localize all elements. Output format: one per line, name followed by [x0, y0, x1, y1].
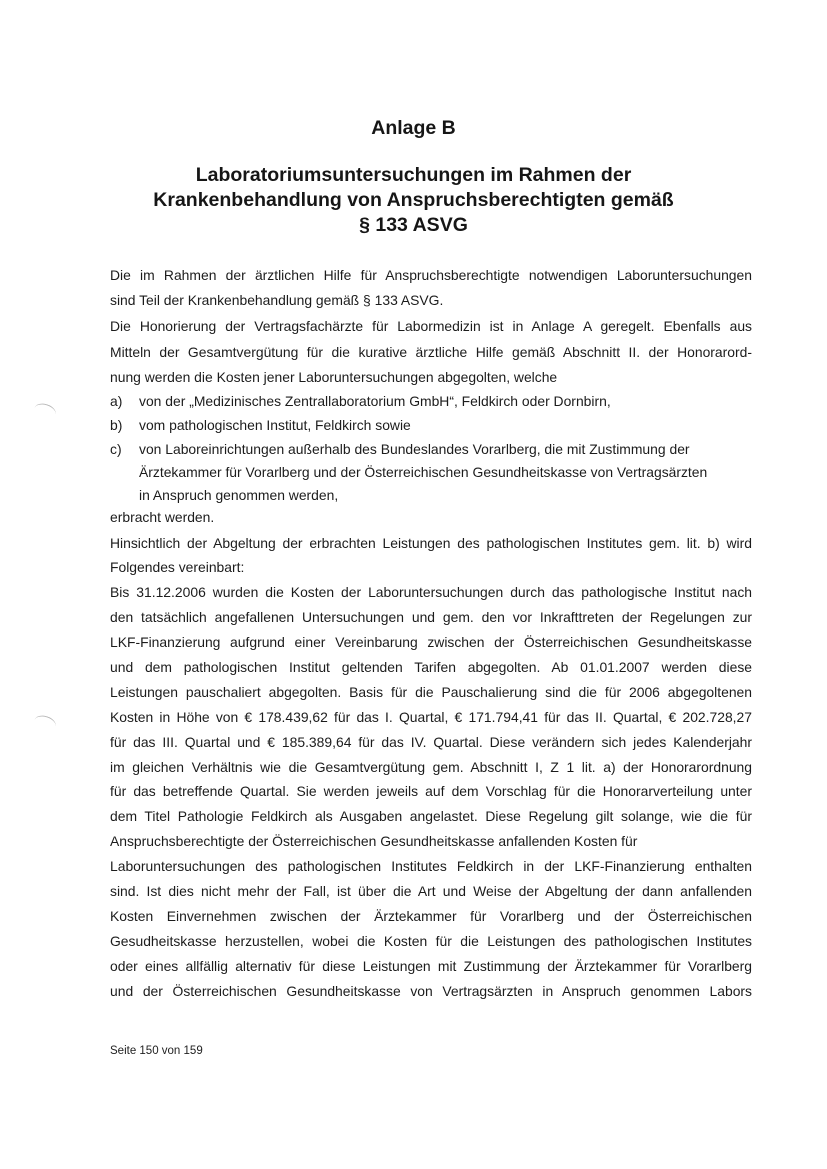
- text-line: Die Honorierung der Vertragsfachärzte für Labormedizin ist in Anlage A geregelt. Ebenfalls aus: [110, 318, 752, 334]
- list-marker: a): [110, 393, 123, 409]
- text-line: nung werden die Kosten jener Laboruntersuchungen abgegolten, welche: [110, 369, 558, 385]
- list-item-text: von Laboreinrichtungen außerhalb des Bundeslandes Vorarlberg, die mit Zustimmung der: [139, 441, 690, 457]
- text-line: Folgendes vereinbart:: [110, 559, 245, 575]
- list-item-text: von der „Medizinisches Zentrallaboratorium GmbH“, Feldkirch oder Dornbirn,: [139, 393, 611, 409]
- list-marker: b): [110, 417, 123, 433]
- text-line: im gleichen Verhältnis wie die Gesamtvergütung gem. Abschnitt I, Z 1 lit. a) der Honorarordnung: [110, 759, 752, 775]
- text-line: für das betreffende Quartal. Sie werden jeweils auf dem Vorschlag für die Honorarverteilung unter: [110, 783, 752, 799]
- document-title: § 133 ASVG: [359, 214, 468, 236]
- text-line: für das III. Quartal und € 185.389,64 für das IV. Quartal. Diese verändern sich jedes Kalenderjahr: [110, 734, 752, 750]
- document-title: Krankenbehandlung von Anspruchsberechtigten gemäß: [153, 189, 674, 211]
- list-item-text: Ärztekammer für Vorarlberg und der Österreichischen Gesundheitskasse von Vertragsärzten: [139, 464, 708, 480]
- text-line: Leistungen pauschaliert abgegolten. Basis für die Pauschalierung sind die für 2006 abgegoltenen: [110, 684, 752, 700]
- text-line: erbracht werden.: [110, 509, 215, 525]
- document-title: Laboratoriumsuntersuchungen im Rahmen der: [195, 164, 632, 186]
- page-number: Seite 150 von 159: [110, 1045, 203, 1057]
- text-line: Hinsichtlich der Abgeltung der erbrachten Leistungen des pathologischen Institutes gem. lit. b) wird: [110, 535, 752, 551]
- text-line: Kosten in Höhe von € 178.439,62 für das I. Quartal, € 171.794,41 für das II. Quartal, € 202.728,27: [110, 709, 752, 725]
- text-line: und dem pathologischen Institut geltenden Tarifen abgegolten. Ab 01.01.2007 werden diese: [110, 659, 752, 675]
- text-line: Bis 31.12.2006 wurden die Kosten der Laboruntersuchungen durch das pathologische Institut nach: [110, 584, 752, 600]
- text-line: Laboruntersuchungen des pathologischen Institutes Feldkirch in der LKF-Finanzierung enthalten: [110, 858, 752, 874]
- list-marker: c): [110, 441, 122, 457]
- text-line: Die im Rahmen der ärztlichen Hilfe für Anspruchsberechtigte notwendigen Laboruntersuchungen: [110, 267, 752, 283]
- list-item-text: in Anspruch genommen werden,: [139, 487, 339, 503]
- text-line: und der Österreichischen Gesundheitskasse von Vertragsärzten in Anspruch genommen Labors: [110, 983, 752, 999]
- text-line: LKF-Finanzierung aufgrund einer Vereinbarung zwischen der Österreichischen Gesundheitskasse: [110, 634, 752, 650]
- scan-mark: [32, 713, 58, 734]
- text-line: oder eines allfällig alternativ für diese Leistungen mit Zustimmung der Ärztekammer für Vorarlberg: [110, 958, 752, 974]
- text-line: Kosten Einvernehmen zwischen der Ärztekammer für Vorarlberg und der Österreichischen: [110, 908, 752, 924]
- text-line: Mitteln der Gesamtvergütung für die kurative ärztliche Hilfe gemäß Abschnitt II. der Honorarord-: [110, 344, 752, 360]
- text-line: dem Titel Pathologie Feldkirch als Ausgaben angelastet. Diese Regelung gilt solange, wie die für: [110, 808, 752, 824]
- text-line: sind Teil der Krankenbehandlung gemäß § 133 ASVG.: [110, 292, 444, 308]
- scan-mark: [32, 401, 58, 422]
- text-line: den tatsächlich angefallenen Untersuchungen und gem. den vor Inkrafttreten der Regelungen zur: [110, 609, 752, 625]
- appendix-label: Anlage B: [371, 117, 456, 139]
- list-item-text: vom pathologischen Institut, Feldkirch sowie: [139, 417, 411, 433]
- text-line: Anspruchsberechtigte der Österreichischen Gesundheitskasse anfallenden Kosten für: [110, 833, 638, 849]
- text-line: Gesudheitskasse herzustellen, wobei die Kosten für die Leistungen des pathologischen Institutes: [110, 933, 752, 949]
- text-line: sind. Ist dies nicht mehr der Fall, ist über die Art und Weise der Abgeltung der dann anfallenden: [110, 883, 752, 899]
